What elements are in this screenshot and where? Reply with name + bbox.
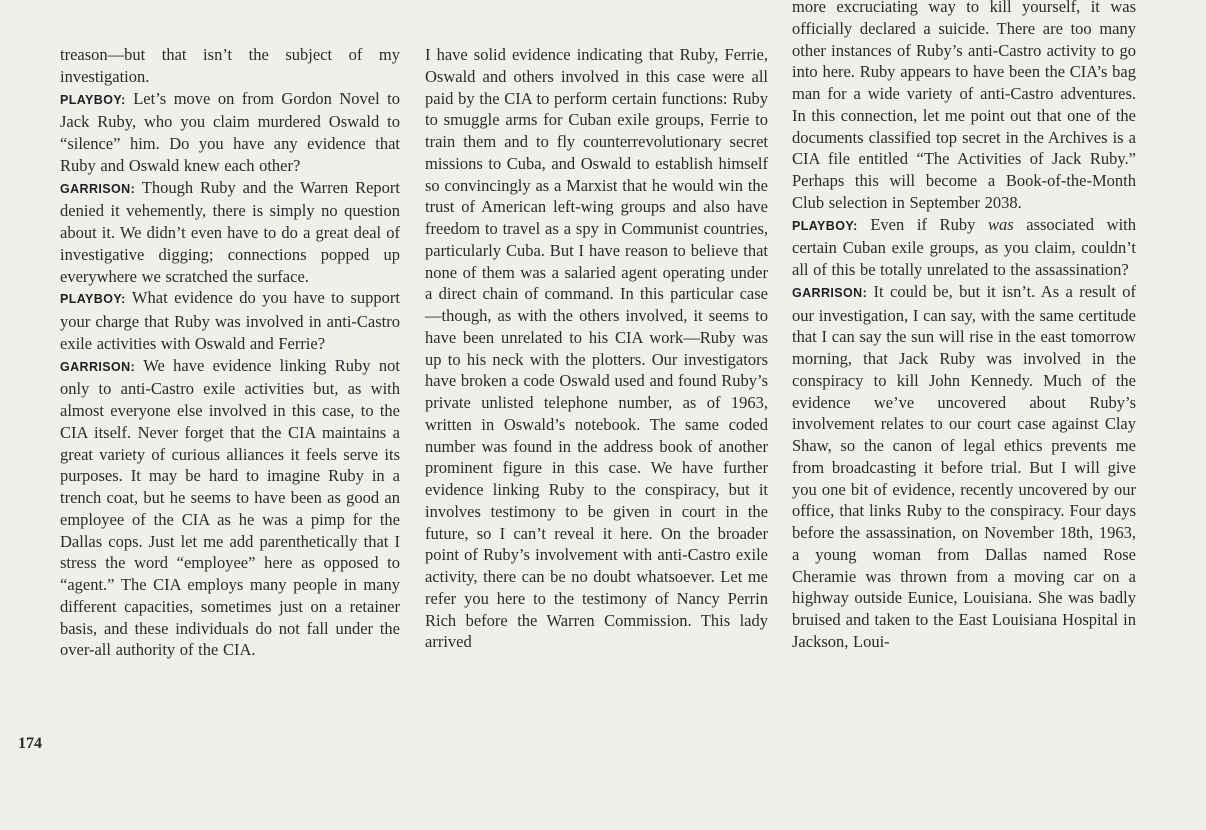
- speaker-label: PLAYBOY:: [60, 292, 126, 307]
- paragraph-text: We have evidence linking Ruby not only to anti-Castro exile activities but, as with almost everyone else involved in this case, to the CIA itself. Never forget that the CIA maintains a great variety of curious alliances it feels serve its purposes. It may be hard to imagine Ruby in a trench coat, but he seems to have been as good an employee of the CIA as he was a pimp for the Dallas cops. Just let me add parenthetically that I stress the word “employee” here as opposed to “agent.” The CIA employs many people in many different capacities, sometimes just on a retainer basis, and these individuals do not fall under the over-all authority of the CIA.: [60, 355, 400, 660]
- speaker-label: GARRISON:: [60, 181, 136, 196]
- speaker-label: GARRISON:: [60, 359, 136, 374]
- paragraph-text: I have solid evidence indicating that Ruby, Ferrie, Oswald and others involved in this case were all paid by the CIA to perform certain functions: Ruby to smuggle arms for Cuban exile groups, Ferrie to train them and to fly counterrevolutionary secret missions to Cuba, and Oswald to establish himself so convincingly as a Marxist that he would win the trust of American left-wing groups and also have freedom to travel as a spy in Communist countries, particularly Cuba. But I have reason to believe that none of them was a salaried agent operating under a direct chain of command. In this particular case—though, as with the others involved, it seems to have been unrelated to his CIA work—Ruby was up to his neck with the plotters. Our investigators have broken a code Oswald used and found Ruby’s private unlisted telephone number, as of 1963, written in Oswald’s notebook. The same coded number was found in the address book of another prominent figure in this case. We have further evidence linking Ruby to the conspiracy, but it involves testimony to be given in court in the future, so I can’t reveal it here. On the broader point of Ruby’s involvement with anti-Castro exile activity, there can be no doubt whatsoever. Let me refer you here to the testimony of Nancy Perrin Rich before the Warren Commission. This lady arrived: [425, 45, 768, 652]
- speaker-label: PLAYBOY:: [792, 218, 858, 233]
- paragraph: [60, 44, 400, 88]
- emphasized-word: was: [987, 214, 1014, 234]
- speaker-label: PLAYBOY:: [60, 92, 126, 107]
- paragraph: [60, 177, 400, 288]
- column-2: [425, 44, 768, 653]
- paragraph-text: Though Ruby and the Warren Report denied it vehemently, there is simply no question about it. We didn’t even have to do a great deal of investigative digging; connections popped up everywhere we scratched the surface.: [60, 177, 400, 286]
- paragraph-text: It could be, but it isn’t. As a result of our investigation, I can say, with the same certitude that I can say the sun will rise in the east tomorrow morning, that Jack Ruby was involved in the conspiracy to kill John Kennedy. Much of the evidence we’ve uncovered about Ruby’s involvement relates to our court case against Clay Shaw, so the canon of legal ethics prevents me from broadcasting it before trial. But I will give you one bit of evidence, recently uncovered by our office, that links Ruby to the conspiracy. Four days before the assassination, on November 18th, 1963, a young woman from Dallas named Rose Cheramie was thrown from a moving car on a highway outside Eunice, Louisiana. She was badly bruised and taken to the East Louisiana Hospital in Jackson, Loui-: [792, 281, 1136, 651]
- paragraph-text-after: associated with certain Cuban exile groups, as you claim, couldn’t all of this be totally unrelated to the assassination?: [792, 214, 1136, 279]
- paragraph: [792, 214, 1136, 281]
- paragraph: [60, 287, 400, 354]
- paragraph-text-before: Even if Ruby: [870, 214, 988, 234]
- column-1: [60, 44, 400, 661]
- column-3: [792, 0, 1136, 653]
- speaker-label: GARRISON:: [792, 285, 868, 300]
- paragraph-text: treason—but that isn’t the subject of my investigation.: [60, 45, 400, 86]
- page-number: 174: [18, 735, 42, 752]
- paragraph: [792, 0, 1136, 214]
- paragraph-text: Let’s move on from Gordon Novel to Jack Ruby, who you claim murdered Oswald to “silence” him. Do you have any evidence that Ruby and Oswald knew each other?: [60, 88, 400, 175]
- paragraph: [60, 88, 400, 177]
- paragraph: [792, 281, 1136, 653]
- paragraph: [425, 44, 768, 653]
- paragraph: [60, 355, 400, 662]
- paragraph-text: more excruciating way to kill yourself, it was officially declared a suicide. There are too many other instances of Ruby’s anti-Castro activity to go into here. Ruby appears to have been the CIA’s bag man for a wide variety of anti-Castro adventures. In this connection, let me point out that one of the documents classified top secret in the Archives is a CIA file entitled “The Activities of Jack Ruby.” Perhaps this will become a Book-of-the-Month Club selection in September 2038.: [792, 0, 1136, 212]
- paragraph-text: What evidence do you have to support your charge that Ruby was involved in anti-Castro exile activities with Oswald and Ferrie?: [60, 288, 400, 353]
